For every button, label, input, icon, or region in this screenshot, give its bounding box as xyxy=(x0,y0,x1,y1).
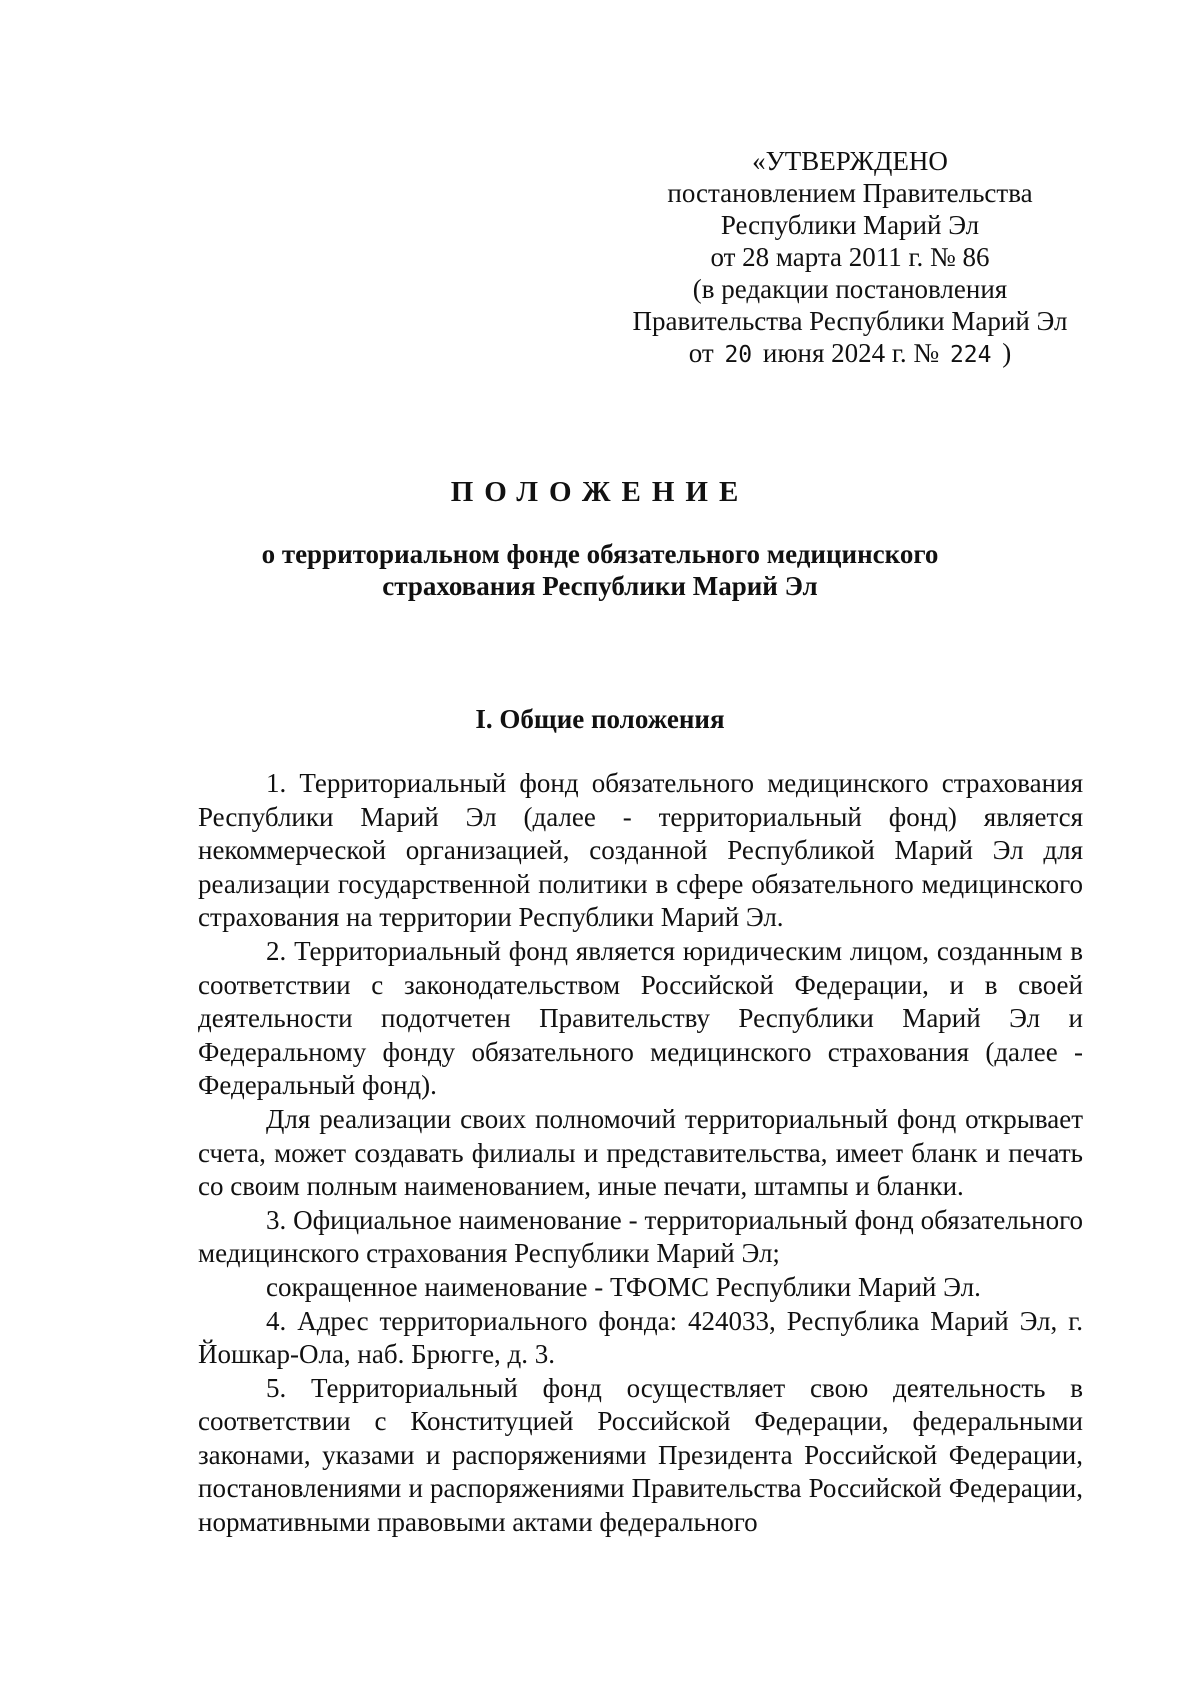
approval-line: «УТВЕРЖДЕНО xyxy=(752,146,948,176)
document-subtitle xyxy=(200,538,1000,602)
paragraph: 4. Адрес территориального фонда: 424033, Республика Марий Эл, г. Йошкар-Ола, наб. Брюгге, д. 3. xyxy=(198,1305,1083,1370)
paragraph: 1. Территориальный фонд обязательного медицинского страхования Республики Марий Эл (далее - территориальный фонд) является некоммерческой организацией, созданной Республикой Марий Эл для реализации государственной политики в сфере обязательного медицинского страхования на территории Республики Марий Эл. xyxy=(198,768,1083,933)
approval-stamp-block xyxy=(600,145,1100,371)
approval-date-prefix: от xyxy=(688,338,714,368)
paragraph: 2. Территориальный фонд является юридическим лицом, созданным в соответствии с законодательством Российской Федерации, и в своей деятельности подотчетен Правительству Республики Марий Эл и Федеральному фонду обязательного медицинского страхования (далее - Федеральный фонд). xyxy=(198,935,1083,1101)
section-body xyxy=(198,767,1083,1540)
subtitle-line: страхования Республики Марий Эл xyxy=(382,571,818,601)
paragraph: 3. Официальное наименование - территориальный фонд обязательного медицинского страхования Республики Марий Эл; xyxy=(198,1204,1083,1269)
paragraph: 5. Территориальный фонд осуществляет свою деятельность в соответствии с Конституцией Российской Федерации, федеральными законами, указами и распоряжениями Президента Российской Федерации, постановлениями и распоряжениями Правительства Российской Федерации, нормативными правовыми актами федерального xyxy=(198,1372,1083,1538)
approval-date-day: 20 xyxy=(724,342,753,368)
approval-line: от 28 марта 2011 г. № 86 xyxy=(710,242,990,272)
section-heading: I. Общие положения xyxy=(475,704,725,734)
paragraph: сокращенное наименование - ТФОМС Республики Марий Эл. xyxy=(266,1271,981,1302)
approval-line: Правительства Республики Марий Эл xyxy=(632,306,1068,336)
approval-line: постановлением Правительства xyxy=(667,178,1033,208)
approval-date-suffix: ) xyxy=(1002,338,1012,368)
approval-date-middle: июня 2024 г. № xyxy=(762,338,940,368)
approval-line: Республики Марий Эл xyxy=(720,210,980,240)
approval-date-number: 224 xyxy=(949,342,992,368)
paragraph: Для реализации своих полномочий территориальный фонд открывает счета, может создавать филиалы и представительства, имеет бланк и печать со своим полным наименованием, иные печати, штампы и бланки. xyxy=(198,1103,1083,1202)
document-title: ПОЛОЖЕНИЕ xyxy=(450,476,750,508)
subtitle-line: о территориальном фонде обязательного медицинского xyxy=(261,539,939,569)
approval-line: (в редакции постановления xyxy=(692,274,1008,304)
approval-date-line xyxy=(600,337,1100,371)
